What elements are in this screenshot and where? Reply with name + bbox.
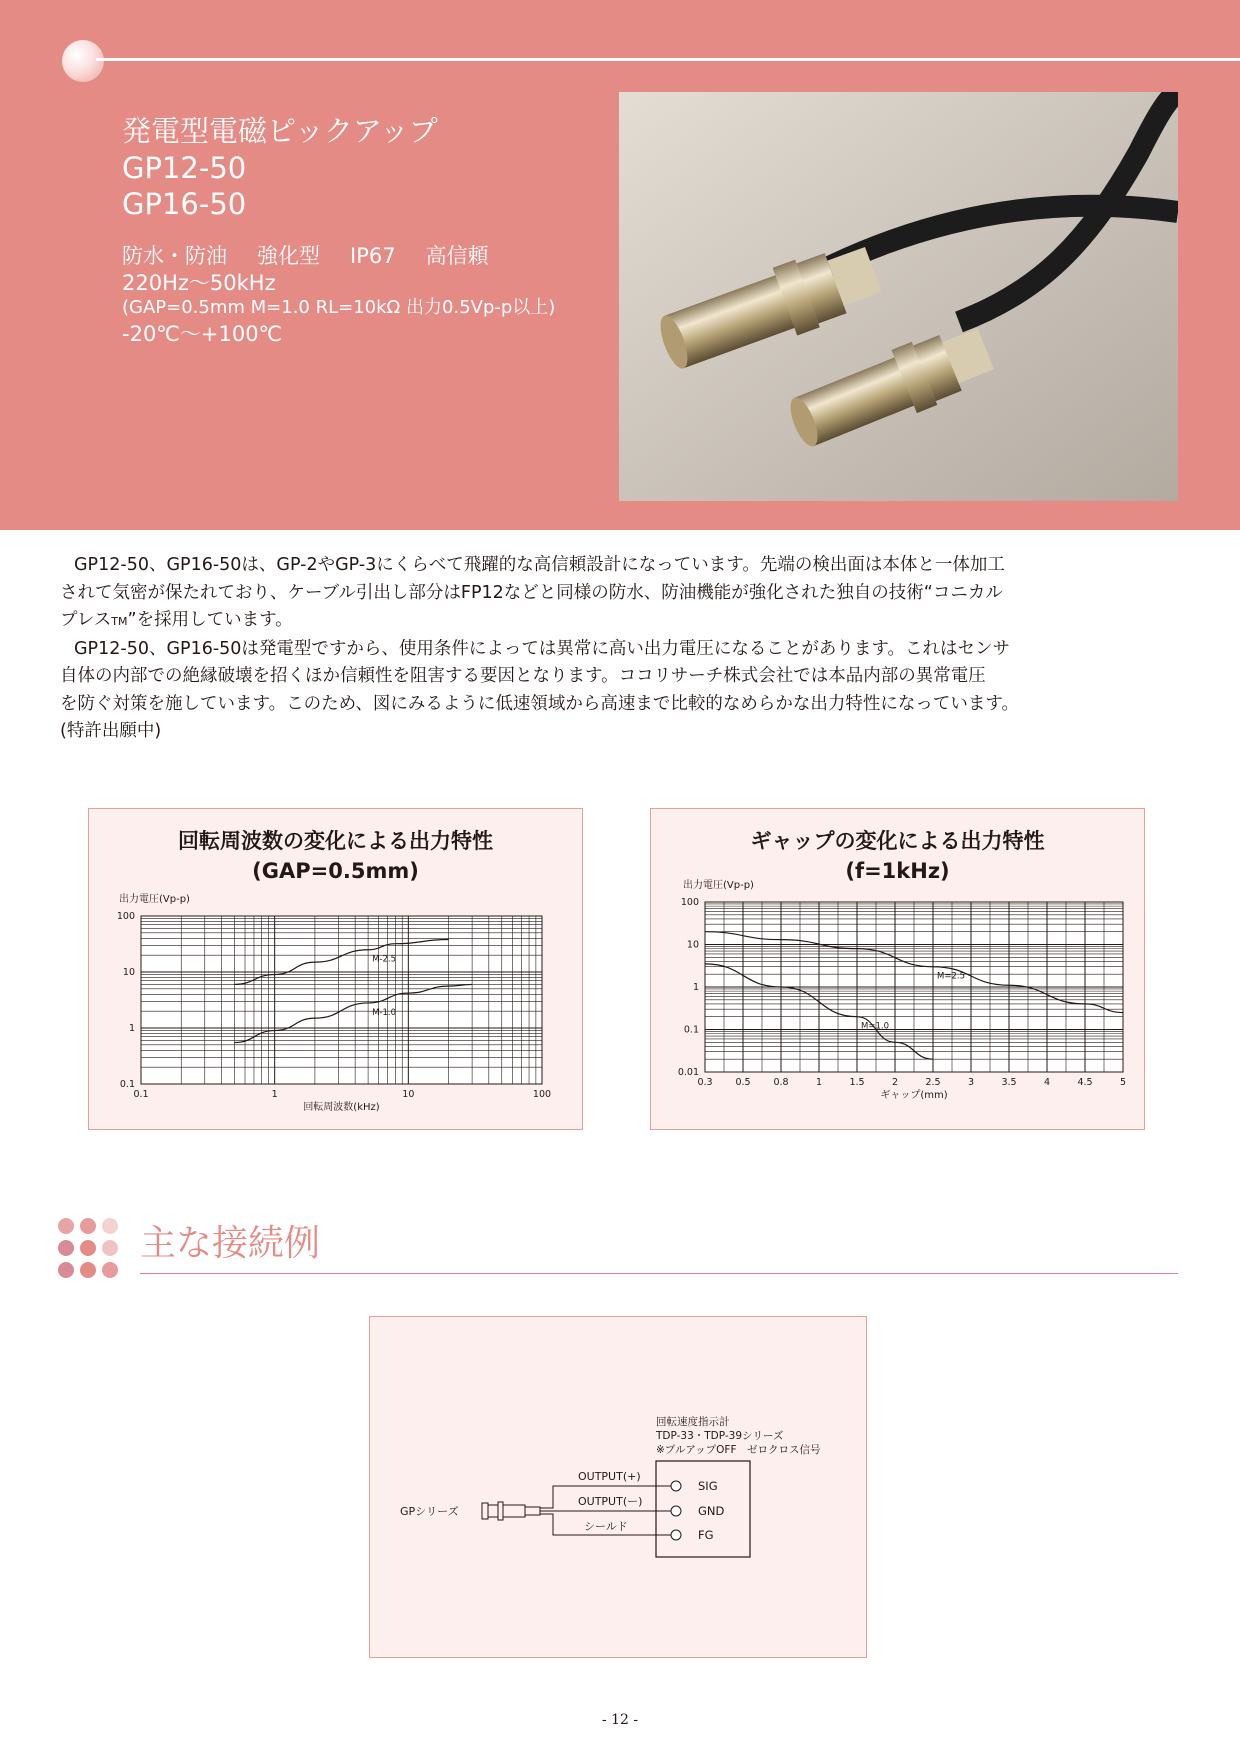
terminal-sig	[671, 1481, 681, 1491]
header-rule	[96, 58, 1240, 61]
text-span: ”を採用しています。	[127, 610, 293, 630]
connection-diagram	[369, 1316, 867, 1658]
dot	[102, 1240, 118, 1256]
wire-label: OUTPUT(ー)	[578, 1495, 643, 1508]
paragraph-line: 自体の内部での絶縁破壊を招くほか信頼性を阻害する要因となります。ココリサーチ株式会社では本品内部の異常電圧	[60, 666, 986, 686]
dot	[58, 1240, 74, 1256]
model-gp16: GP16-50	[122, 187, 247, 221]
y-tick-label: 0.1	[683, 1024, 699, 1036]
instrument-title: 回転速度指示計	[656, 1416, 730, 1428]
temperature-range: -20℃〜+100℃	[122, 322, 283, 346]
x-tick-label: 10	[402, 1089, 415, 1100]
product-title: 発電型電磁ピックアップ	[122, 114, 438, 148]
y-axis-label: 出力電圧(Vp-p)	[119, 894, 190, 905]
x-axis-label: 回転周波数(kHz)	[303, 1102, 380, 1113]
description	[60, 552, 1180, 746]
x-tick-label: 4	[1043, 1077, 1051, 1088]
feature-item: 強化型	[257, 244, 320, 268]
series-label: M=2.5	[937, 971, 965, 982]
x-axis-label: ギャップ(mm)	[880, 1090, 948, 1101]
x-tick-label: 0.1	[133, 1089, 149, 1100]
paragraph-line	[60, 607, 1180, 636]
connection-diagram-svg	[370, 1317, 866, 1657]
product-photo-illustration	[619, 92, 1178, 501]
y-tick-label: 1	[692, 982, 699, 993]
sensor-icon	[482, 1502, 540, 1520]
y-tick-label: 0.01	[677, 1067, 699, 1078]
feature-item: 防水・防油	[122, 244, 227, 268]
paragraph-line: (特許出願中)	[60, 721, 162, 741]
terminal-gnd	[671, 1506, 681, 1516]
paragraph-line: されて気密が保たれており、ケーブル引出し部分はFP12などと同様の防水、防油機能が強化された独自の技術“コニカル	[60, 582, 1003, 603]
frequency-range: 220Hz〜50kHz	[122, 271, 276, 295]
series-label: M=1.0	[861, 1021, 889, 1032]
dot	[102, 1262, 118, 1278]
chart-frequency-plot	[89, 809, 582, 1129]
feature-item: 高信頼	[425, 244, 489, 268]
product-photo	[619, 92, 1178, 501]
terminal-label: GND	[698, 1504, 725, 1518]
x-tick-label: 1	[815, 1077, 823, 1088]
x-tick-label: 0.5	[735, 1077, 751, 1088]
terminal-fg	[671, 1530, 681, 1540]
y-tick-label: 100	[116, 911, 135, 922]
feature-list	[122, 242, 555, 270]
chart-frequency	[88, 808, 583, 1130]
dot	[80, 1262, 96, 1278]
x-tick-label: 5	[1119, 1077, 1127, 1088]
x-tick-label: 4.5	[1077, 1077, 1093, 1088]
plot-area	[141, 916, 542, 1084]
dot	[80, 1240, 96, 1256]
instrument-note: ※プルアップOFF ゼロクロス信号	[656, 1444, 821, 1456]
y-tick-label: 0.1	[119, 1079, 135, 1090]
section-title: 主な接続例	[140, 1223, 321, 1264]
terminal-label: SIG	[698, 1479, 718, 1493]
dot	[58, 1262, 74, 1278]
chart-title: 回転周波数の変化による出力特性	[178, 829, 493, 853]
x-tick-label: 3	[967, 1077, 975, 1088]
x-tick-label: 2.5	[925, 1077, 941, 1088]
paragraph-line: GP12-50、GP16-50は、GP-2やGP-3にくらべて飛躍的な高信頼設計になっています。先端の検出面は本体と一体加工	[74, 555, 1005, 575]
terminal-label: FG	[698, 1528, 714, 1542]
paragraph-line: を防ぐ対策を施しています。このため、図にみるように低速領域から高速まで比較的なめらかな出力特性になっています。	[60, 693, 1019, 714]
wire-label: OUTPUT(+)	[578, 1470, 641, 1483]
x-tick-label: 100	[532, 1089, 552, 1100]
dot	[80, 1218, 96, 1234]
x-tick-label: 0.3	[697, 1077, 713, 1088]
sensor-label: GPシリーズ	[400, 1505, 459, 1518]
text-span: プレス	[60, 610, 112, 630]
y-axis-label: 出力電圧(Vp-p)	[683, 880, 754, 891]
section-rule	[140, 1273, 1178, 1274]
x-tick-label: 0.8	[773, 1077, 789, 1088]
x-tick-label: 1	[271, 1089, 278, 1100]
series-label: M-2.5	[372, 954, 397, 965]
decorative-ball	[62, 40, 104, 82]
y-tick-label: 100	[680, 897, 699, 908]
chart-subtitle: (f=1kHz)	[845, 859, 950, 883]
chart-title: ギャップの変化による出力特性	[750, 829, 1045, 853]
x-tick-label: 1.5	[849, 1077, 865, 1088]
series-label: M-1.0	[372, 1007, 397, 1018]
trademark: TM	[111, 615, 128, 628]
y-tick-label: 10	[686, 939, 699, 951]
paragraph-line: GP12-50、GP16-50は発電型ですから、使用条件によっては異常に高い出力電圧になることがあります。これはセンサ	[74, 638, 1011, 659]
wire-label: シールド	[584, 1520, 628, 1533]
x-tick-label: 3.5	[1001, 1077, 1017, 1088]
dot	[58, 1218, 74, 1234]
model-gp12: GP12-50	[122, 151, 247, 185]
instrument-series: TDP-33・TDP-39シリーズ	[656, 1430, 784, 1442]
header-band	[0, 0, 1240, 530]
chart-gap	[650, 808, 1145, 1130]
feature-item: IP67	[350, 244, 396, 268]
y-tick-label: 10	[122, 967, 135, 978]
test-condition: (GAP=0.5mm M=1.0 RL=10kΩ 出力0.5Vp-p以上)	[122, 297, 556, 318]
page-number: - 12 -	[601, 1712, 639, 1728]
y-tick-label: 1	[128, 1023, 135, 1034]
x-tick-label: 2	[891, 1077, 899, 1088]
title-block	[122, 112, 555, 348]
chart-subtitle: (GAP=0.5mm)	[252, 859, 419, 883]
chart-gap-plot	[651, 809, 1144, 1129]
dot	[102, 1218, 118, 1234]
